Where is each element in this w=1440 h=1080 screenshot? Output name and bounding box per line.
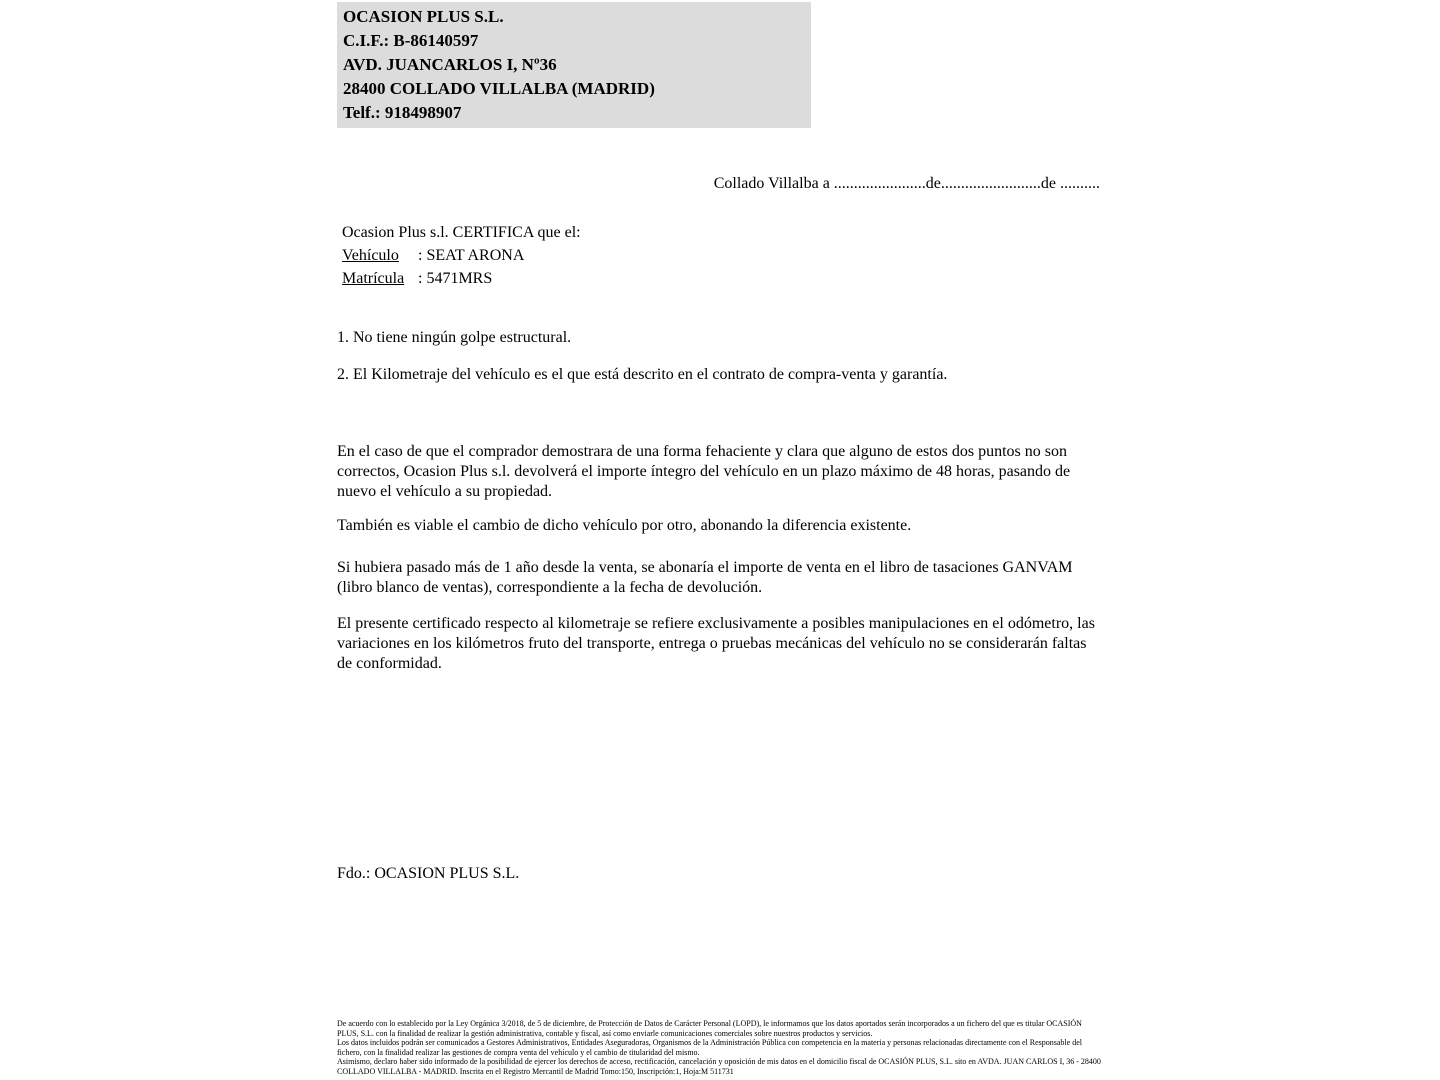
legal-paragraph-rights: Asimismo, declaro haber sido informado de la posibilidad de ejercer los derechos de acceso, rectificación, cancelación y oposición de mis datos en el domicilio fiscal de OCASIÓN PLUS, S.L. sito en AVDA. JUAN CARLOS I, 36 - 28400 COLLADO VILLALBA - MADRID. Inscrita en el Registro Mercantil de Madrid Tomo:150, Inscripción:1, Hoja:M 511731 xyxy=(337,1057,1101,1076)
date-line: Collado Villalba a .......................de.........................de .......... xyxy=(713,175,1100,192)
signature-line: Fdo.: OCASION PLUS S.L. xyxy=(337,865,520,882)
vehicle-value: : SEAT ARONA xyxy=(418,247,525,264)
point-2: 2. El Kilometraje del vehículo es el que está descrito en el contrato de compra-venta y garantía. xyxy=(337,366,948,383)
company-info-box xyxy=(337,2,811,128)
point-1: 1. No tiene ningún golpe estructural. xyxy=(337,329,572,346)
legal-paragraph-lopd: De acuerdo con lo establecido por la Ley Orgánica 3/2018, de 5 de diciembre, de Protección de Datos de Carácter Personal (LOPD), le informamos que los datos aportados serán incorporados a un fichero del que es titular OCASIÓN PLUS, S.L. con la finalidad de realizar la gestión administrativa, contable y fiscal, así como enviarle comunicaciones comerciales sobre nuestros productos y servicios. xyxy=(337,1019,1082,1038)
paragraph-refund: En el caso de que el comprador demostrara de una forma fehaciente y clara que alguno de estos dos puntos no son correctos, Ocasion Plus s.l. devolverá el importe íntegro del vehículo en un plazo máximo de 48 horas, pasando de nuevo el vehículo a su propiedad. xyxy=(337,443,1071,500)
paragraph-odometer: El presente certificado respecto al kilometraje se refiere exclusivamente a posibles manipulaciones en el odómetro, las variaciones en los kilómetros fruto del transporte, entrega o pruebas mecánicas del vehículo no se considerarán faltas de conformidad. xyxy=(337,615,1095,672)
company-name: OCASION PLUS S.L. xyxy=(343,7,504,26)
certify-section xyxy=(337,221,1100,290)
vehicle-label: Vehículo xyxy=(342,247,399,264)
company-address: AVD. JUANCARLOS I, Nº36 xyxy=(343,55,557,74)
company-city: 28400 COLLADO VILLALBA (MADRID) xyxy=(343,79,655,98)
vehicle-line xyxy=(342,244,1100,267)
certify-intro: Ocasion Plus s.l. CERTIFICA que el: xyxy=(342,224,581,241)
company-cif: C.I.F.: B-86140597 xyxy=(343,31,479,50)
paragraph-exchange: También es viable el cambio de dicho vehículo por otro, abonando la diferencia existente. xyxy=(337,517,912,534)
legal-footer xyxy=(337,1019,1102,1077)
company-phone: Telf.: 918498907 xyxy=(343,103,462,122)
plate-label: Matrícula xyxy=(342,270,405,287)
paragraph-ganvam: Si hubiera pasado más de 1 año desde la venta, se abonaría el importe de venta en el libro de tasaciones GANVAM (libro blanco de ventas), correspondiente a la fecha de devolución. xyxy=(337,559,1073,596)
document-body xyxy=(337,0,1100,884)
plate-line xyxy=(342,267,1100,290)
plate-value: : 5471MRS xyxy=(418,270,493,287)
legal-paragraph-data-sharing: Los datos incluidos podrán ser comunicados a Gestores Administrativos, Entidades Aseguradoras, Organismos de la Administración Pública con competencia en la materia y personas relacionadas directamente con el Responsable del fichero, con la finalidad realizar las gestiones de compra venta del vehículo y el cambio de titularidad del mismo. xyxy=(337,1038,1082,1057)
